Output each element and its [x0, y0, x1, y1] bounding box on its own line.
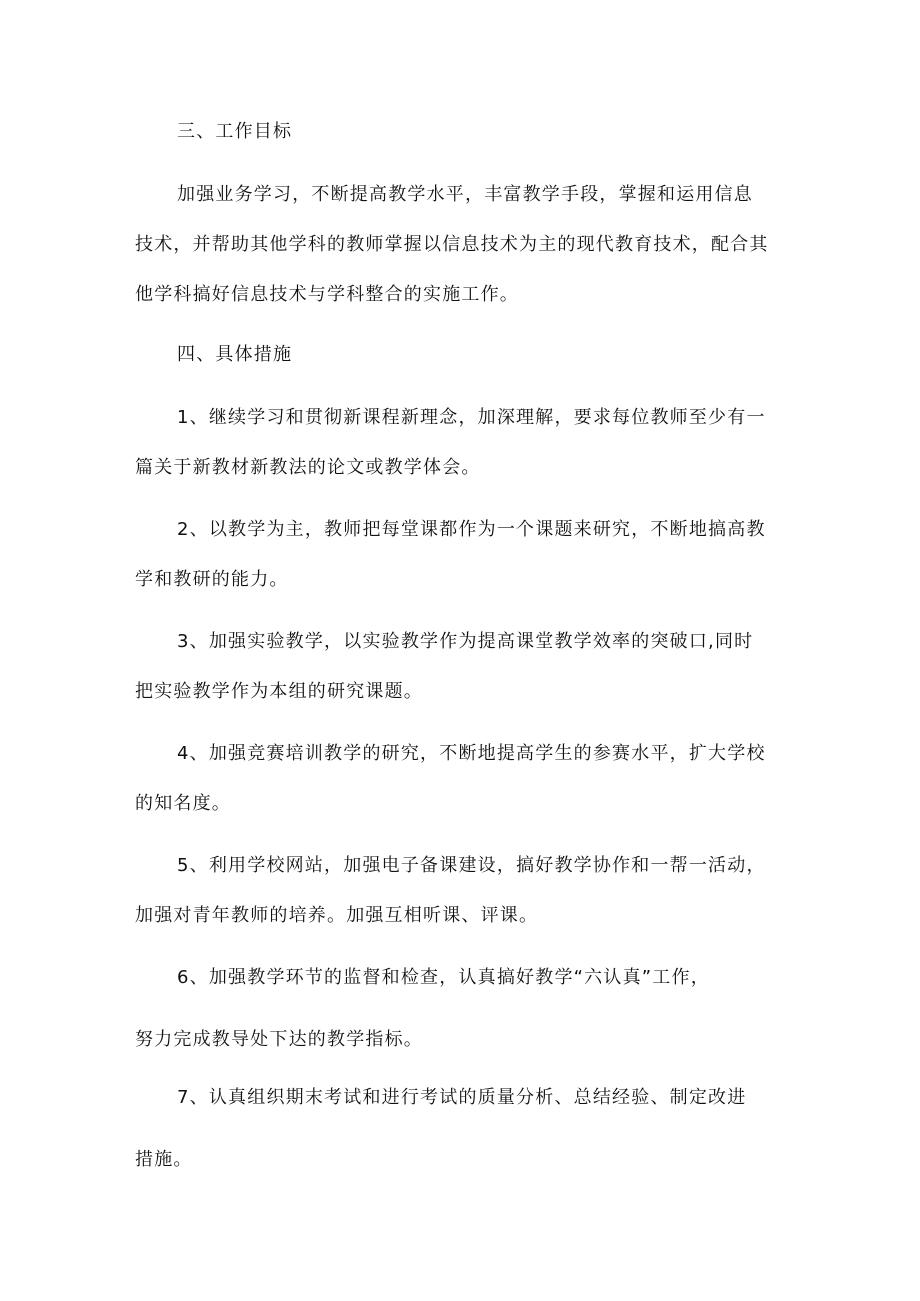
paragraph-line: 1、继续学习和贯彻新课程新理念，加深理解，要求每位教师至少有一 [177, 407, 766, 428]
paragraph-line: 的知名度。 [135, 793, 231, 814]
section-4-heading: 四、具体措施 [177, 344, 293, 365]
paragraph-line: 2、以教学为主，教师把每堂课都作为一个课题来研究，不断地搞高教 [177, 519, 766, 540]
paragraph-line: 6、加强教学环节的监督和检查，认真搞好教学“六认真”工作， [177, 967, 710, 988]
measure-item-4 [135, 729, 795, 829]
paragraph-line: 学和教研的能力。 [135, 569, 289, 590]
paragraph-line: 措施。 [135, 1149, 193, 1170]
section-3-paragraph [135, 170, 795, 320]
paragraph-line: 努力完成教导处下达的教学指标。 [135, 1029, 423, 1050]
paragraph-line: 4、加强竞赛培训教学的研究，不断地提高学生的参赛水平，扩大学校 [177, 743, 766, 764]
paragraph-line: 5、利用学校网站，加强电子备课建设，搞好教学协作和一帮一活动， [177, 855, 766, 876]
paragraph-line: 他学科搞好信息技术与学科整合的实施工作。 [135, 284, 519, 305]
section-3-heading: 三、工作目标 [177, 121, 293, 142]
paragraph-line: 加强业务学习，不断提高教学水平，丰富教学手段，掌握和运用信息 [177, 184, 753, 205]
paragraph-line: 加强对青年教师的培养。加强互相听课、评课。 [135, 905, 539, 926]
measure-item-7 [135, 1073, 795, 1185]
measure-item-5 [135, 841, 795, 941]
paragraph-line: 7、认真组织期末考试和进行考试的质量分析、总结经验、制定改进 [177, 1087, 747, 1108]
measure-item-2 [135, 505, 795, 605]
paragraph-line: 技术，并帮助其他学科的教师掌握以信息技术为主的现代教育技术，配合其 [135, 234, 769, 255]
paragraph-line: 3、加强实验教学，以实验教学作为提高课堂教学效率的突破口,同时 [177, 631, 754, 652]
measure-item-3 [135, 617, 795, 717]
paragraph-line: 把实验教学作为本组的研究课题。 [135, 681, 423, 702]
paragraph-line: 篇关于新教材新教法的论文或教学体会。 [135, 457, 481, 478]
measure-item-1 [135, 393, 795, 493]
measure-item-6 [135, 953, 795, 1065]
